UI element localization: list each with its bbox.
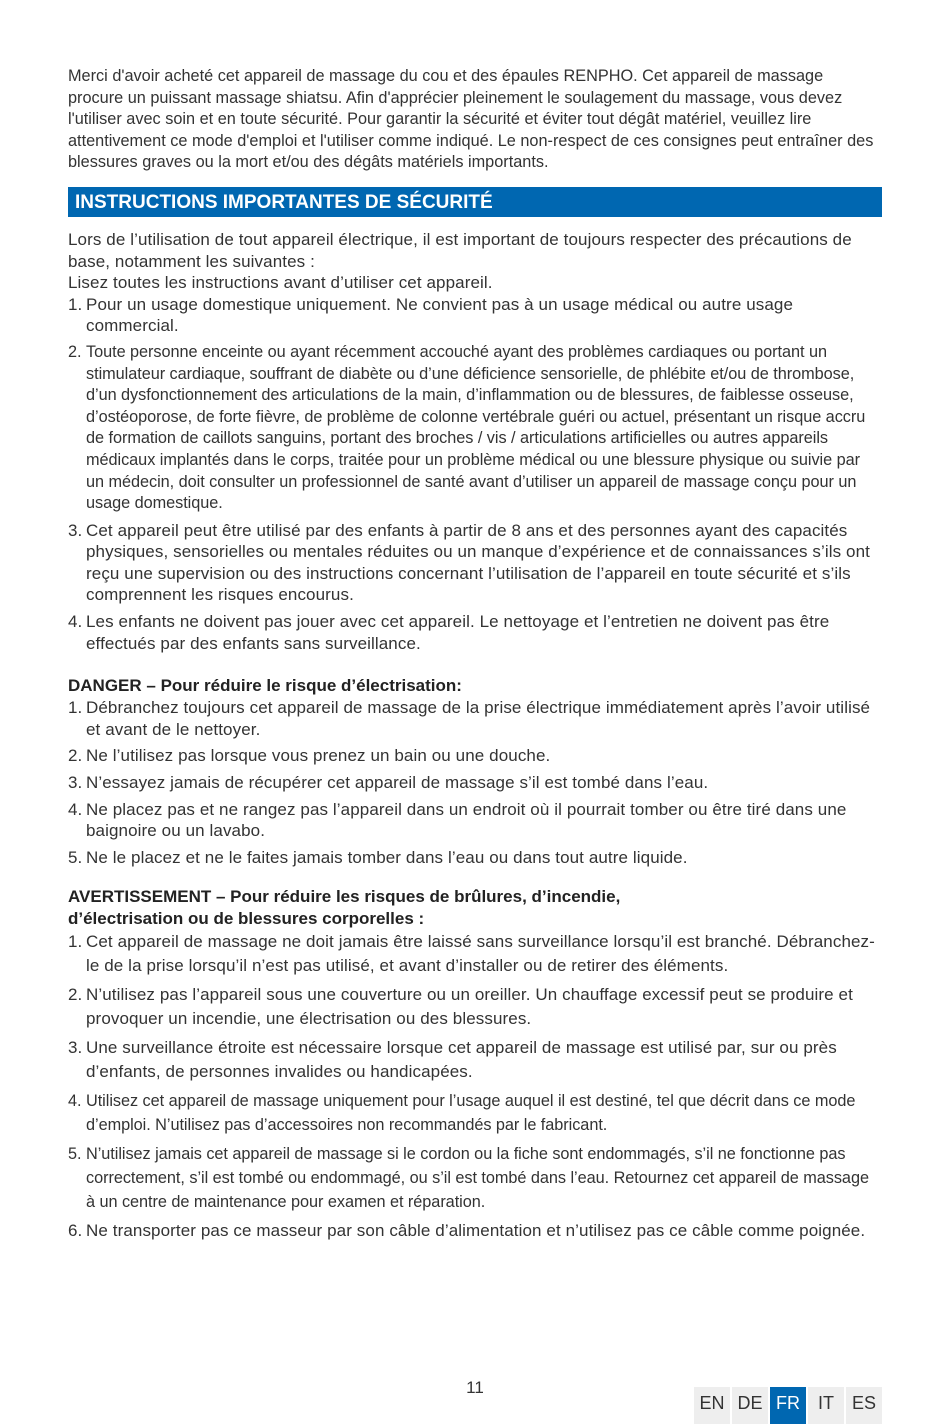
item-number: 1. xyxy=(68,698,83,718)
item-text: Ne transporter pas ce masseur par son câble d’alimentation et n’utilisez pas ce câble comme poignée. xyxy=(86,1221,866,1241)
item-text: Une surveillance étroite est nécessaire lorsque cet appareil de massage est utilisé par, sur ou près d’enfants, de personnes invalides ou handicapées. xyxy=(86,1038,837,1082)
danger-heading: DANGER – Pour réduire le risque d’électrisation: xyxy=(68,676,462,696)
item-number: 4. xyxy=(68,799,83,819)
item-text: Toute personne enceinte ou ayant récemment accouché ayant des problèmes cardiaques ou portant un stimulateur cardiaque, souffrant de diabète ou d’une déficience sensorielle, de phlébite et/ou de thrombose, d’un dysfonctionnement des articulations de la main, d’inflammation ou de blessures, de faiblesse osseuse, d’ostéoporose, de forte fièvre, de problème de colonne vertébrale guéri ou actuel, présentant un risque accru de formation de caillots sanguins, portant des broches / vis / articulations artificielles ou autres appareils médicaux implantés dans le corps, traitée pour un problème médical ou une blessure physique ou suivie par un médecin, doit consulter un professionnel de santé avant d’utiliser un appareil de massage conçu pour un usage domestique. xyxy=(86,342,866,513)
item-number: 2. xyxy=(68,985,83,1005)
item-number: 3. xyxy=(68,773,83,793)
list-item xyxy=(68,1089,882,1137)
item-text: Utilisez cet appareil de massage uniquement pour l’usage auquel il est destiné, tel que décrit dans ce mode d’emploi. N’utilisez pas d’accessoires non recommandés par le fabricant. xyxy=(86,1092,856,1135)
list-item xyxy=(68,930,882,978)
item-text: N’utilisez pas l’appareil sous une couverture ou un oreiller. Un chauffage excessif peut se produire et provoquer un incendie, une électrisation ou des blessures. xyxy=(86,985,853,1029)
item-text: Ne placez pas et ne rangez pas l’appareil dans un endroit où il pourrait tomber ou être tiré dans une baignoire ou un lavabo. xyxy=(86,799,847,841)
warning-heading xyxy=(68,886,882,930)
item-text: Ne l’utilisez pas lorsque vous prenez un bain ou une douche. xyxy=(86,746,551,766)
item-number: 1. xyxy=(68,294,83,314)
lead-line-1: Lors de l’utilisation de tout appareil électrique, il est important de toujours respecter des précautions de base, notamment les suivantes : xyxy=(68,229,852,271)
item-text: N’essayez jamais de récupérer cet appareil de massage s’il est tombé dans l’eau. xyxy=(86,773,709,793)
item-text: Ne le placez et ne le faites jamais tomber dans l’eau ou dans tout autre liquide. xyxy=(86,847,688,867)
list-item xyxy=(68,745,882,767)
list-item xyxy=(68,294,882,337)
manual-page xyxy=(68,66,882,1248)
item-number: 5. xyxy=(68,847,83,867)
lang-tab-es[interactable]: ES xyxy=(846,1387,882,1424)
item-text: Débranchez toujours cet appareil de massage de la prise électrique immédiatement après l’avoir utilisé et avant de le nettoyer. xyxy=(86,698,871,739)
list-item xyxy=(68,772,882,794)
list-item xyxy=(68,799,882,842)
item-text: N’utilisez jamais cet appareil de massage si le cordon ou la fiche sont endommagés, s’il ne fonctionne pas correctement, s’il est tombé ou endommagé, ou s’il est tombé dans l’eau. Retournez cet appareil de massage à un centre de maintenance pour examen et réparation. xyxy=(86,1145,869,1212)
list-item xyxy=(68,1219,882,1243)
item-number: 4. xyxy=(68,612,83,632)
item-text: Les enfants ne doivent pas jouer avec cet appareil. Le nettoyage et l’entretien ne doivent pas être effectués par des enfants sans surveillance. xyxy=(86,612,830,653)
item-text: Cet appareil peut être utilisé par des enfants à partir de 8 ans et des personnes ayant des capacités physiques, sensorielles ou mentales réduites ou un manque d’expérience et de connaissances s’ils ont reçu une supervision ou des instructions concernant l’utilisation de l’appareil en toute sécurité et s’ils comprennent les risques encourus. xyxy=(86,520,870,605)
list-item xyxy=(68,1036,882,1084)
list-item xyxy=(68,342,882,515)
item-text: Pour un usage domestique uniquement. Ne convient pas à un usage médical ou autre usage commercial. xyxy=(86,294,794,336)
lang-tab-en[interactable]: EN xyxy=(694,1387,730,1424)
lang-tab-de[interactable]: DE xyxy=(732,1387,768,1424)
item-number: 3. xyxy=(68,520,83,540)
item-number: 1. xyxy=(68,932,83,952)
warning-heading-line-1: AVERTISSEMENT – Pour réduire les risques de brûlures, d’incendie, xyxy=(68,887,621,907)
item-number: 3. xyxy=(68,1038,83,1058)
warning-heading-line-2: d’électrisation ou de blessures corporelles : xyxy=(68,909,425,929)
list-item xyxy=(68,697,882,740)
lead-paragraph xyxy=(68,229,882,294)
item-number: 6. xyxy=(68,1221,83,1241)
warning-list xyxy=(68,930,882,1243)
lang-tab-fr[interactable]: FR xyxy=(770,1387,806,1424)
intro-paragraph: Merci d'avoir acheté cet appareil de massage du cou et des épaules RENPHO. Cet appareil de massage procure un puissant massage shiatsu. Afin d'apprécier pleinement le soulagement du massage, vous devez l'utiliser avec soin et en toute sécurité. Pour garantir la sécurité et éviter tout dégât matériel, veuillez lire attentivement ce mode d'emploi et l'utiliser comme indiqué. Le non-respect de ces consignes peut entraîner des blessures graves ou la mort et/ou des dégâts matériels importants. xyxy=(68,67,874,172)
list-item xyxy=(68,983,882,1031)
list-item xyxy=(68,1142,882,1214)
danger-list xyxy=(68,697,882,868)
item-number: 5. xyxy=(68,1145,82,1164)
general-safety-list xyxy=(68,294,882,655)
item-number: 2. xyxy=(68,746,83,766)
page-number: 11 xyxy=(466,1378,484,1397)
section-title: INSTRUCTIONS IMPORTANTES DE SÉCURITÉ xyxy=(68,187,882,217)
list-item xyxy=(68,520,882,606)
lang-tab-it[interactable]: IT xyxy=(808,1387,844,1424)
item-number: 4. xyxy=(68,1092,82,1111)
item-number: 2. xyxy=(68,342,82,361)
lead-line-2: Lisez toutes les instructions avant d’utiliser cet appareil. xyxy=(68,273,493,293)
language-tabs xyxy=(692,1387,882,1424)
list-item xyxy=(68,611,882,654)
item-text: Cet appareil de massage ne doit jamais être laissé sans surveillance lorsqu’il est branché. Débranchez-le de la prise lorsqu’il n’est pas utilisé, et avant d’installer ou de retirer des éléments. xyxy=(86,932,875,976)
list-item xyxy=(68,847,882,869)
